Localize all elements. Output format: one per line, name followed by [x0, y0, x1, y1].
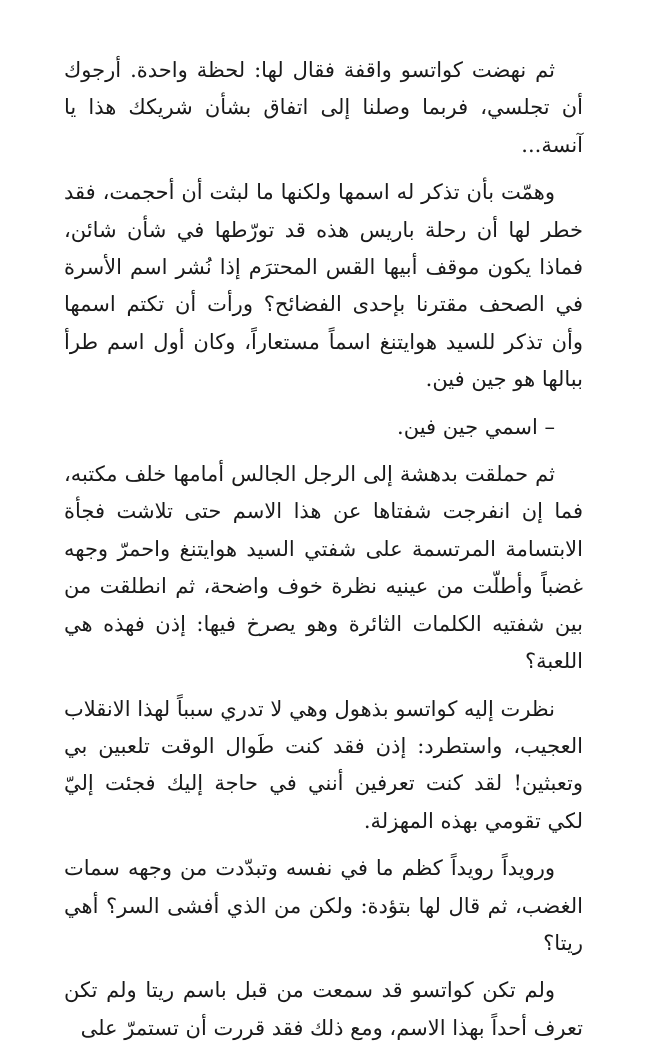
paragraph: ثم حملقت بدهشة إلى الرجل الجالس أمامها خلف مكتبه، فما إن انفرجت شفتاها عن هذا الاسم حتى تلاشت فجأة الابتسامة المرتسمة على شفتي السيد هوايتنغ واحمرّ وجهه غضباً وأطلّت من عينيه نظرة خوف واضحة، ثم انطلقت من بين شفتيه الكلمات الثائرة وهو يصرخ فيها: إذن فهذه هي اللعبة؟: [64, 462, 583, 674]
dialogue-line: – اسمي جين فين.: [397, 414, 555, 439]
paragraph: ورويداً رويداً كظم ما في نفسه وتبدّدت من وجهه سمات الغضب، ثم قال لها بتؤدة: ولكن من الذي أفشى السر؟ أهي ريتا؟: [64, 856, 583, 955]
paragraph: ولم تكن كواتسو قد سمعت من قبل باسم ريتا ولم تكن تعرف أحداً بهذا الاسم، ومع ذلك فقد قررت أن تستمرّ على: [64, 978, 583, 1040]
paragraph: نظرت إليه كواتسو بذهول وهي لا تدري سبباً لهذا الانقلاب العجيب، واستطرد: إذن فقد كنت طَوال الوقت تلعبين بي وتعبثين! لقد كنت تعرفين أنني في حاجة إليك فجئت إليّ لكي تقومي بهذه المهزلة.: [64, 696, 583, 833]
paragraph: وهمّت بأن تذكر له اسمها ولكنها ما لبثت أن أحجمت، فقد خطر لها أن رحلة باريس هذه قد تورّطها في شأن شائن، فماذا يكون موقف أبيها القس المحترَم إذا نُشر اسم الأسرة في الصحف مقترنا بإحدى الفضائح؟ ورأت أن تكتم اسمها وأن تذكر للسيد هوايتنغ اسماً مستعاراً، وكان أول اسم طرأ ببالها هو جين فين.: [64, 180, 583, 392]
paragraph: ثم نهضت كواتسو واقفة فقال لها: لحظة واحدة. أرجوك أن تجلسي، فربما وصلنا إلى اتفاق بشأن شريكك هذا يا آنسة...: [64, 58, 583, 157]
